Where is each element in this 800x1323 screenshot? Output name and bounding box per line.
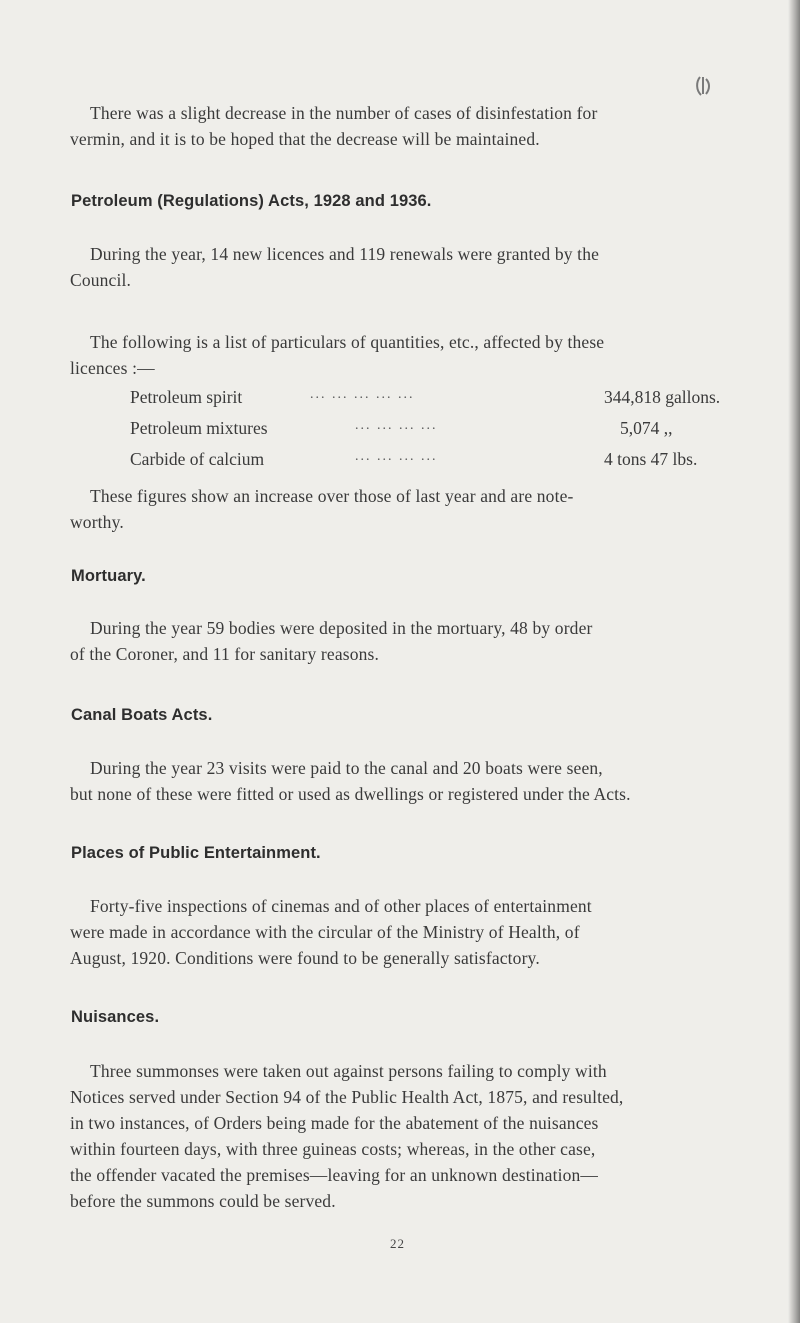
entertainment-heading: Places of Public Entertainment. xyxy=(71,844,321,862)
nuisances-paragraph xyxy=(70,1058,780,1214)
petroleum-paragraph-1 xyxy=(70,241,780,293)
intro-line-2: vermin, and it is to be hoped that the decrease will be maintained. xyxy=(70,129,540,149)
nuisances-line-5: the offender vacated the premises—leaving for an unknown destination— xyxy=(70,1165,599,1185)
entertainment-line-1: Forty-five inspections of cinemas and of other places of entertainment xyxy=(90,896,592,916)
petroleum-heading: Petroleum (Regulations) Acts, 1928 and 1936. xyxy=(71,192,432,210)
mortuary-heading: Mortuary. xyxy=(71,567,146,585)
entertainment-paragraph xyxy=(70,893,780,971)
canal-line-1: During the year 23 visits were paid to the canal and 20 boats were seen, xyxy=(90,758,603,778)
quantity-amount: 344,818 gallons. xyxy=(604,387,721,407)
leader-dots: ... ... ... ... ... xyxy=(310,387,415,402)
mortuary-line-1: During the year 59 bodies were deposited in the mortuary, 48 by order xyxy=(90,618,593,638)
quantity-amount: 5,074 ,, xyxy=(620,418,673,438)
petroleum-p2-line-2: licences :— xyxy=(70,358,155,378)
mortuary-line-2: of the Coroner, and 11 for sanitary reasons. xyxy=(70,644,379,664)
quantity-row xyxy=(130,449,770,475)
intro-line-1: There was a slight decrease in the number of cases of disinfestation for xyxy=(90,103,598,123)
entertainment-line-3: August, 1920. Conditions were found to be generally satisfactory. xyxy=(70,948,540,968)
canal-line-2: but none of these were fitted or used as dwellings or registered under the Acts. xyxy=(70,784,631,804)
nuisances-line-4: within fourteen days, with three guineas costs; whereas, in the other case, xyxy=(70,1139,596,1159)
mortuary-paragraph xyxy=(70,615,780,667)
nuisances-heading: Nuisances. xyxy=(71,1008,160,1026)
quantity-item-name: Carbide of calcium xyxy=(130,449,265,469)
petroleum-p1-line-2: Council. xyxy=(70,270,131,290)
nuisances-line-6: before the summons could be served. xyxy=(70,1191,336,1211)
quantity-amount: 4 tons 47 lbs. xyxy=(604,449,698,469)
leader-dots: ... ... ... ... xyxy=(355,418,438,433)
petroleum-p2-line-1: The following is a list of particulars of quantities, etc., affected by these xyxy=(90,332,605,352)
nuisances-line-3: in two instances, of Orders being made for the abatement of the nuisances xyxy=(70,1113,599,1133)
quantity-item-name: Petroleum mixtures xyxy=(130,418,268,438)
page-edge-shadow xyxy=(788,0,800,1323)
canal-boats-heading: Canal Boats Acts. xyxy=(71,706,213,724)
petroleum-paragraph-3 xyxy=(70,483,780,535)
nuisances-line-2: Notices served under Section 94 of the Public Health Act, 1875, and resulted, xyxy=(70,1087,624,1107)
petroleum-p3-line-2: worthy. xyxy=(70,512,124,532)
canal-paragraph xyxy=(70,755,780,807)
petroleum-p1-line-1: During the year, 14 new licences and 119 renewals were granted by the xyxy=(90,244,600,264)
nuisances-line-1: Three summonses were taken out against persons failing to comply with xyxy=(90,1061,607,1081)
quantity-row xyxy=(130,418,770,444)
petroleum-paragraph-2 xyxy=(70,329,780,381)
intro-paragraph xyxy=(70,100,780,152)
petroleum-p3-line-1: These figures show an increase over those of last year and are note- xyxy=(90,486,574,506)
library-stamp-mark xyxy=(690,74,720,98)
leader-dots: ... ... ... ... xyxy=(355,449,438,464)
quantity-item-name: Petroleum spirit xyxy=(130,387,243,407)
page-number: 22 xyxy=(390,1236,405,1251)
quantity-row xyxy=(130,387,770,413)
entertainment-line-2: were made in accordance with the circular of the Ministry of Health, of xyxy=(70,922,580,942)
